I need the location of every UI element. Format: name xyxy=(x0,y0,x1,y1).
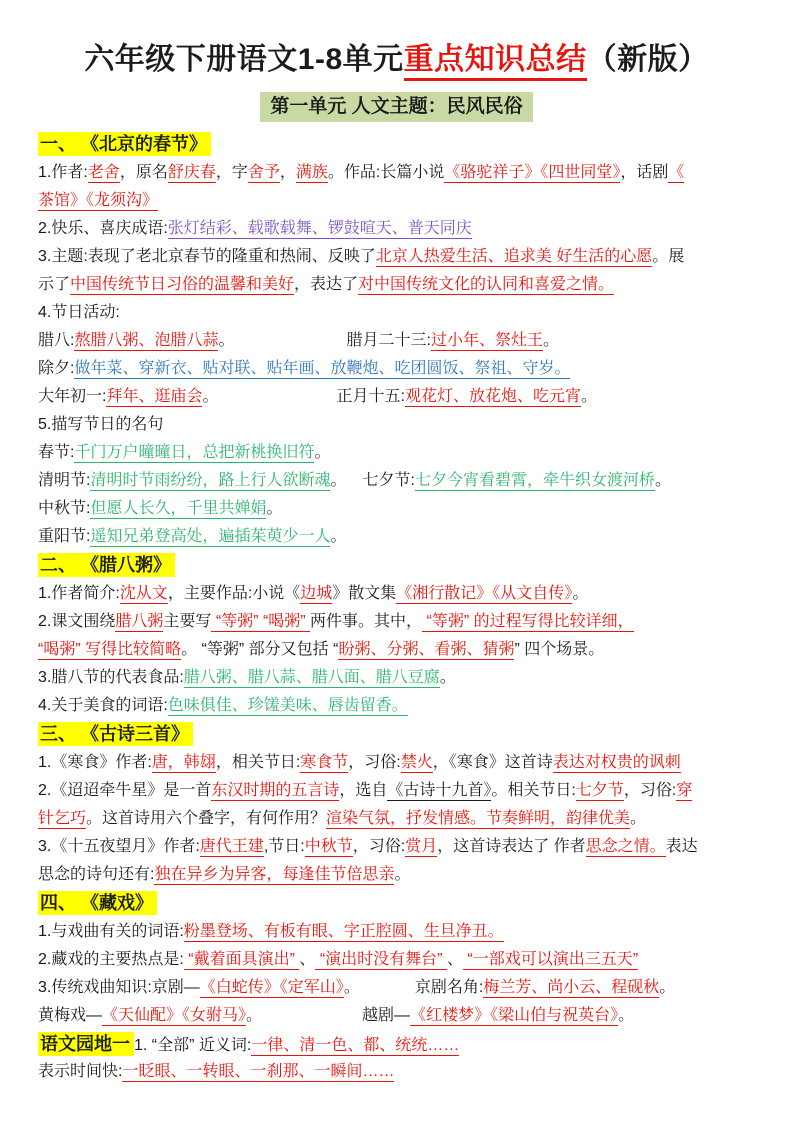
text-segment: “等粥” 的过程写得比较详细， xyxy=(422,613,634,630)
text-segment: 腊八粥、腊八蒜、腊八面、腊八豆腐 xyxy=(183,669,440,686)
text-segment: 3.主题:表现了老北京春节的隆重和热闹、反映了 xyxy=(38,248,376,265)
unit-banner: 第一单元 人文主题：民风民俗 xyxy=(260,92,532,122)
heading-tibetan-opera xyxy=(38,889,755,918)
text-segment: 。 xyxy=(314,444,331,461)
text-segment: 正月十五: xyxy=(336,388,405,405)
line-text-structure xyxy=(38,608,755,636)
line-famous-lines-label xyxy=(38,411,755,439)
text-segment: 《湘行散记》《从文自传》 xyxy=(396,585,573,602)
text-segment: 清明节: xyxy=(38,472,91,489)
text-segment: 舒庆春 xyxy=(167,164,216,181)
text-segment: 千门万户曈曈日，总把新桃换旧符 xyxy=(74,444,315,461)
column-gap xyxy=(262,1019,362,1020)
text-segment: 。 xyxy=(580,388,597,405)
text-segment: 《天仙配》《女驸马》 xyxy=(102,1007,247,1024)
text-segment: 春节: xyxy=(38,444,75,461)
text-segment: ， xyxy=(279,164,296,181)
text-segment: （新版） xyxy=(586,43,709,76)
text-segment: ，字 xyxy=(215,164,248,181)
text-segment: 腊八粥 xyxy=(115,613,164,630)
column-gap xyxy=(346,484,362,485)
text-segment: 》散文集 xyxy=(332,585,397,602)
text-segment: 北京人热爱生活、追求美 好生活的心愿 xyxy=(375,248,653,265)
text-segment: 。作品:长篇小说 xyxy=(327,164,445,181)
text-segment: 七夕节 xyxy=(575,782,624,799)
page-title xyxy=(38,34,755,78)
text-segment: 大年初一: xyxy=(38,388,107,405)
line-mid-autumn-moon-poem xyxy=(38,833,755,861)
column-gap xyxy=(360,991,415,992)
line-spring-festival-poem xyxy=(38,439,755,467)
text-segment: 。 xyxy=(618,1007,635,1024)
text-segment: 粉墨登场、有板有眼、字正腔圆、生旦净丑。 xyxy=(183,923,504,940)
text-segment: 唐，韩翃 xyxy=(151,754,216,771)
text-segment: 2.课文围绕 xyxy=(38,613,116,630)
line-tibetan-opera-features xyxy=(38,946,755,974)
heading-beijing-spring-festival xyxy=(38,130,755,159)
text-segment: 禁火 xyxy=(400,754,433,771)
text-segment: 1.《寒食》作者: xyxy=(38,754,152,771)
line-chongyang-poem xyxy=(38,523,755,551)
text-segment: 渲染气氛，抒发情感。节奏鲜明，韵律优美 xyxy=(326,810,631,827)
text-segment: 色味俱佳、珍馐美味、唇齿留香。 xyxy=(167,697,408,714)
text-segment: 穿 xyxy=(676,782,693,799)
text-segment: 熬腊八粥、泡腊八蒜 xyxy=(74,332,219,349)
text-segment: “演出时没有舞台” xyxy=(315,951,447,968)
text-segment: 4.关于美食的词语: xyxy=(38,697,168,714)
text-segment: “等粥” “喝粥” xyxy=(211,613,311,630)
text-segment: 。 xyxy=(572,585,589,602)
highlight-label: 一、 《北京的春节》 xyxy=(38,132,211,156)
text-segment: ，这首诗表达了 作者 xyxy=(437,838,586,855)
text-segment: “戴着面具演出” xyxy=(183,951,300,968)
text-segment: 。 xyxy=(246,1007,263,1024)
text-segment: 寒食节 xyxy=(300,754,349,771)
text-segment: 4.节日活动: xyxy=(38,304,120,321)
line-food-words xyxy=(38,692,755,720)
line-time-fast-words xyxy=(38,1058,755,1086)
text-segment: 盼粥、分粥、看粥、猜粥 xyxy=(338,641,515,658)
text-segment: ，《寒食》这首诗 xyxy=(432,754,553,771)
text-segment: 赏月 xyxy=(405,838,438,855)
highlight-label: 二、 《腊八粥》 xyxy=(38,553,175,577)
text-segment: 越剧— xyxy=(362,1007,411,1024)
text-segment: ，原名 xyxy=(119,164,168,181)
text-segment: 示了 xyxy=(38,276,71,293)
text-segment: 主要写 xyxy=(163,613,212,630)
line-huangmei-yue-opera xyxy=(38,1002,755,1030)
line-shen-congwen-intro xyxy=(38,580,755,608)
text-segment: 做年菜、穿新衣、贴对联、贴年画、放鞭炮、吃团圆饭、祭祖、守岁。 xyxy=(74,360,571,377)
text-segment: 。 xyxy=(343,979,360,996)
text-segment: 七夕节: xyxy=(362,472,415,489)
text-segment: 、 xyxy=(446,951,463,968)
text-segment: 3.腊八节的代表食品: xyxy=(38,669,184,686)
text-segment: ” 四个场景。 xyxy=(514,641,605,658)
text-segment: 一律、清一色、都、统统…… xyxy=(251,1037,460,1054)
heading-laba-porridge xyxy=(38,551,755,580)
text-segment: 。 xyxy=(439,669,456,686)
line-first-day-and-lantern-festival xyxy=(38,383,755,411)
text-segment: ，选自 xyxy=(339,782,388,799)
text-segment: 表示时间快: xyxy=(38,1063,123,1080)
line-mid-autumn-poem xyxy=(38,495,755,523)
text-segment: 。 xyxy=(202,388,219,405)
text-segment: 一眨眼、一转眼、一刹那、一瞬间…… xyxy=(122,1063,395,1080)
line-garden-one-synonyms xyxy=(38,1030,755,1058)
text-segment: 。相关节日: xyxy=(491,782,576,799)
line-tiaotiao-poem-cont xyxy=(38,805,755,833)
text-segment: 京剧名角: xyxy=(414,979,484,996)
text-segment: 《骆驼祥子》《四世同堂》 xyxy=(444,164,621,181)
text-segment: 《白蛇传》《定军山》 xyxy=(199,979,344,996)
text-segment: 舍予 xyxy=(247,164,280,181)
line-theme xyxy=(38,243,755,271)
text-segment: 清明时节雨纷纷，路上行人欲断魂 xyxy=(90,472,331,489)
text-segment: 思念之情。 xyxy=(585,838,666,855)
text-segment: 唐代王建 xyxy=(199,838,264,855)
text-segment: 腊月二十三: xyxy=(346,332,431,349)
text-segment: 、 xyxy=(299,951,316,968)
text-segment: 六年级下册语文1-8单元 xyxy=(84,43,404,76)
unit-banner-row xyxy=(38,92,755,122)
text-segment: 。这首诗用六个叠字，有何作用？ xyxy=(86,810,327,827)
line-hanshi-poem xyxy=(38,749,755,777)
text-segment: 茶馆》《龙须沟》 xyxy=(38,192,159,209)
line-laba-foods xyxy=(38,664,755,692)
text-segment: 3.《十五夜望月》作者: xyxy=(38,838,200,855)
text-segment: 梅兰芳、尚小云、程砚秋 xyxy=(483,979,660,996)
text-segment: 遥知兄弟登高处，遍插茱萸少一人 xyxy=(90,528,331,545)
text-segment: 老舍 xyxy=(87,164,120,181)
text-segment: 思念的诗句还有: xyxy=(38,866,155,883)
line-author-works-cont xyxy=(38,187,755,215)
text-segment: 3.传统戏曲知识:京剧— xyxy=(38,979,200,996)
text-segment: 5.描写节日的名句 xyxy=(38,416,164,433)
text-segment: 表达 xyxy=(665,838,698,855)
text-segment: 2.快乐、喜庆成语: xyxy=(38,220,168,237)
line-qingming-qixi-poems xyxy=(38,467,755,495)
text-segment: 针乞巧 xyxy=(38,810,87,827)
text-segment: ，习俗: xyxy=(348,754,401,771)
text-segment: 两件事。其中， xyxy=(310,613,423,630)
heading-three-ancient-poems xyxy=(38,720,755,749)
text-segment: 2.《迢迢牵牛星》是一首 xyxy=(38,782,212,799)
text-segment: 。 xyxy=(630,810,647,827)
text-segment: 。 xyxy=(654,472,671,489)
text-segment: 中国传统节日习俗的温馨和美好 xyxy=(70,276,295,293)
text-segment: 满族 xyxy=(295,164,328,181)
line-text-structure-cont xyxy=(38,636,755,664)
text-segment: 除夕: xyxy=(38,360,75,377)
text-segment: 中秋节 xyxy=(304,838,353,855)
text-segment: 拜年、逛庙会 xyxy=(106,388,203,405)
text-segment: ，习俗: xyxy=(623,782,677,799)
line-author-laoshe xyxy=(38,159,755,187)
text-segment: 张灯结彩、载歌载舞、锣鼓喧天、普天同庆 xyxy=(167,220,472,237)
text-segment: 独在异乡为异客，每逢佳节倍思亲 xyxy=(154,866,395,883)
text-segment: 黄梅戏— xyxy=(38,1007,103,1024)
highlight-label: 语文园地一 xyxy=(38,1032,134,1056)
text-segment: 2.藏戏的主要热点是: xyxy=(38,951,184,968)
text-segment: 过小年、祭灶王 xyxy=(430,332,543,349)
text-segment: 。 xyxy=(330,472,347,489)
text-segment: 。 xyxy=(330,528,347,545)
line-peking-opera xyxy=(38,974,755,1002)
line-theme-cont xyxy=(38,271,755,299)
text-segment: 重点知识总结 xyxy=(404,43,587,81)
column-gap xyxy=(218,400,336,401)
text-segment: ，习俗: xyxy=(352,838,406,855)
text-segment: 表达对权贵的讽刺 xyxy=(552,754,681,771)
text-segment: ，主要作品:小说《 xyxy=(167,585,301,602)
text-segment: 重阳节: xyxy=(38,528,91,545)
line-festive-idioms xyxy=(38,215,755,243)
text-segment: 1.与戏曲有关的词语: xyxy=(38,923,184,940)
text-segment: 中秋节: xyxy=(38,500,91,517)
text-segment: 但愿人长久，千里共婵娟 xyxy=(90,500,267,517)
text-segment: “一部戏可以演出三五天” xyxy=(462,951,639,968)
text-segment: 1. “全部” 近义词: xyxy=(134,1037,252,1054)
text-segment: 七夕今宵看碧霄，牵牛织女渡河桥 xyxy=(414,472,655,489)
column-gap xyxy=(234,344,346,345)
text-segment: 1.作者: xyxy=(38,164,88,181)
text-segment: 《红楼梦》《梁山伯与祝英台》 xyxy=(410,1007,619,1024)
text-segment: 。 xyxy=(218,332,235,349)
highlight-label: 三、 《古诗三首》 xyxy=(38,722,193,746)
text-segment: ，话剧 xyxy=(620,164,669,181)
text-segment: 东汉时期的五言诗 xyxy=(211,782,340,799)
highlight-label: 四、 《藏戏》 xyxy=(38,891,157,915)
content-lines xyxy=(38,130,755,1086)
text-segment: 。 xyxy=(659,979,676,996)
line-laba-and-little-new-year xyxy=(38,327,755,355)
text-segment: ，表达了 xyxy=(294,276,359,293)
line-new-years-eve xyxy=(38,355,755,383)
text-segment: 。 xyxy=(542,332,559,349)
text-segment: 《 xyxy=(668,164,685,181)
text-segment: ,节日: xyxy=(263,838,305,855)
line-opera-words xyxy=(38,918,755,946)
text-segment: 1.作者简介: xyxy=(38,585,120,602)
text-segment: 对中国传统文化的认同和喜爱之情。 xyxy=(358,276,615,293)
text-segment: 边城 xyxy=(300,585,333,602)
text-segment: ，相关节日: xyxy=(215,754,301,771)
text-segment: 《古诗十九首》 xyxy=(387,782,492,799)
text-segment: 。 “等粥” 部分又包括 “ xyxy=(181,641,339,658)
text-segment: 。展 xyxy=(652,248,685,265)
text-segment: 观花灯、放花炮、吃元宵 xyxy=(404,388,581,405)
text-segment: 。 xyxy=(266,500,283,517)
text-segment: 沈从文 xyxy=(119,585,168,602)
line-tiaotiao-poem xyxy=(38,777,755,805)
text-segment: “喝粥” 写得比较简略 xyxy=(38,641,182,658)
line-festival-activities-label xyxy=(38,299,755,327)
line-homesick-lines xyxy=(38,861,755,889)
text-segment: 腊八: xyxy=(38,332,75,349)
text-segment: 。 xyxy=(394,866,411,883)
